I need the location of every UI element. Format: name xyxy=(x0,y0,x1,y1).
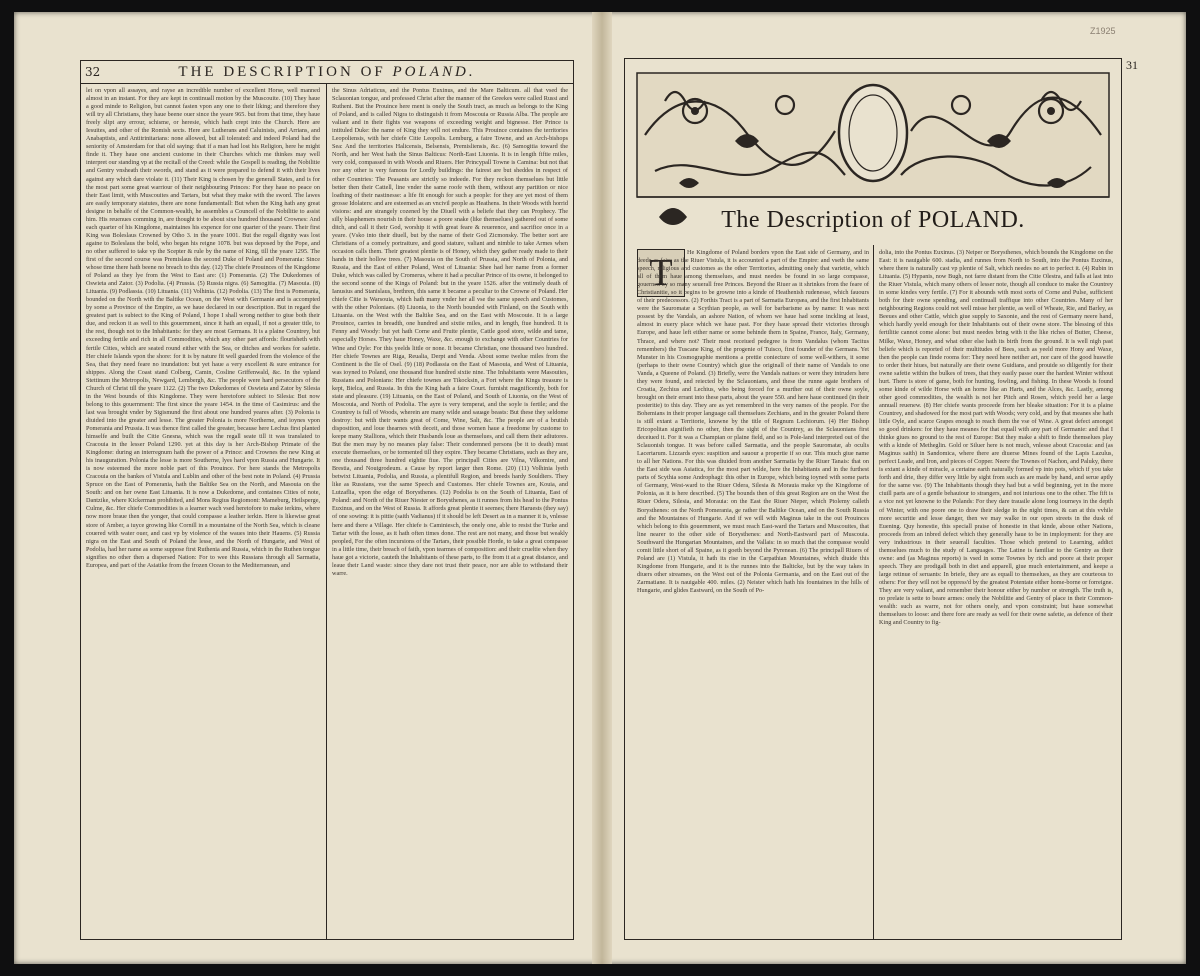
right-page xyxy=(602,12,1186,964)
left-page-number: 32 xyxy=(85,65,101,79)
right-text-column-2 xyxy=(879,249,1113,935)
right-page-frame xyxy=(624,58,1122,940)
right-column-rule xyxy=(873,245,874,939)
dropcap-letter: T xyxy=(637,249,685,297)
chapter-title: The Description of POLAND. xyxy=(721,207,1025,233)
inventory-mark: Z1925 xyxy=(1090,26,1116,36)
book-spread xyxy=(14,12,1186,964)
right-column-1-text: He Kingdome of Poland borders vpon the East side of Germany, and in deede as faire as the Riuer Vistula, it is accounted a part of the Empire: and vseth the same speech, religious and customes as the other Territories, admitting onely that varietie, which all of them haue among themselues, and must needes be found in so large compasse, gouerned by so many seuerall free Princes. Beyond the Riuer as it shrinkes from the feare of Christianitie, so it begins to be growne into a kinde of Heathenish rudenesse, which fauours of their predecessors. (2) Forthis Tract is a part of Sarmatia Europæa, and the first Inhabitants were the Sauromatæ a Scythian people, as well for barbarisme as by name: It was next possest by the Vandals, an ashore Nation, of whom we haue had some inckling at least, almost in euery place which we haue past. For they haue spread their victories through Europe, and haue left either name or some behinde them in Spaine, France, Italy, Germany, Thrace, and where not? Their most receiued pedegree is from Vandalus (whom Tacitus remembers) the Tuscane King, of the progenie of Tuisco, first founder of the Germans. Yet Munster in his Cosmographie mentions a prettie coniecture of some well-withers, it some (perhaps to their owne Country) which giue the originall of their name of Vandals to one Vanda, a Queene of Poland. (3) Briefly, were the Vandals natiues or were they intruders here they were found, and reiected by the Sclauonians, and these the runne agate brothers of Croatia, Zechius and Lechius, who being forced for a murther out of their owne soyle, brought on their errant into these parts, about the yeare 550. and here haue continued (in their posteritie) to this day. They are as yet remembred in the very names of the people. For the Bohemians in their proper language call themselues Zechians, and in the greater Poland there is still extant a Territorie, knowne by the title of Regnum Lechiorum. (4) Her Bishop Ericopolitan signifieth no other, then the sight of the Countrey, as the Sclauonians first deceiued it. For it was a Champian or plaine field, and so is Pole-land interpreted out of the Sclauonish tongue. It was before called Sarmatia, and the people Sauromatæ, ab oculis Lacertarum. Lizzards eyes: suspition and sauour a propertie if so our. This much giue name to all her Nations. For this was diuided from another Sarmatia by the Riuer Tanais: that on the East side was Asiatica, for the most part wilde, here the Inhabitants and in the furthest parts of Scythia some Androphagi: this other in Europe, which being ioyned with some parts of Germany, West-ward to the Riuer Odera, Silesia & Morauia make vp the Kingdome of Polonia, as it is here described. (5) The bounds then of this great Region are on the West the Riuer Odera, Silesia, and Morauia: on the East the Riuer Nieper, which Ptolemy calleth Borysthenes: on the North Pomerania, ge rather the Baltike Ocean, and on the South Russia and the Mountaines of Hungarie. And if we will with Maginus take in the out Prouinces which belong to this gouernment, we must reach East-ward the Tartars and Muscouites, that line nearer to the other side of Borysthenes: and North-Eastward part of Muscouia. Southward the Hungarian Mountaines, and the Vallais: in so much that the compasse would comit little short of all Spaine, as it goeth beyond the Pyrenean. (6) The principall Riuers of Poland are (1) Vistula, it hath its rise in the Carpathian Mountaines, which diuide this Kingdome from Hungarie, and it is the runnes into the Balticke, but by the way takes in diuers other streames, on the West out of the Polonia Germania, and on the East out of the Zarmatiane. It is nauigable 400. miles. (2) Neister which hath his fountaines in the hills of Hungarie, and glides Eastward, on the South of Po- xyxy=(637,249,869,594)
left-page-frame xyxy=(80,60,574,940)
left-text-column-2 xyxy=(332,87,568,935)
left-text-column-1 xyxy=(86,87,320,935)
running-title-prefix: THE DESCRIPTION OF xyxy=(178,63,386,80)
right-column-2-text: dolia, into the Pontus Euxinus. (3) Neiper or Borysthenes, which bounds the Kingdome on the East: it is nauigable 600. stadia, and runnes from North to South, into the Pontus Euxinus, where there is naturally cast vp plentie of Salt, which needes no art to perfect it. (4) Rubin in Lituania. (5) Hypanis, now Bugh, not farre distant from the Citie Olestra, and falls at last into the Riuer Vistula, which many others of lesser note, though all conduce to make the Countrey in some kindes very fertile. (7) For it abounds with most sorts of Corne and Pulse, sufficient both for their owne spending, and continuall traffique into other Countries. Many of her neighbouring Regions could not well misse her plentie, as well of Wheate, Rie, and Barley, as Beeues and other Cattle, which giue supply to Saxonie, and the rest of Germany neere hand, which hardly yeeld enough for their Inhabitants out of their owne store. The blessing of this fertilitie cannot come alone: but must needes bring with it the like riches of Butter, Cheese, Milke, Waxe, Honey, and what other else hath its birth from the ground. It is well nigh past beliefe which is reported of their multitudes of Bees, such as yeeld more Hony and Waxe, then the people can finde rooms for: They need here neither art, nor care of the good huswife to order their hiues, but naturally are their owne Guidians, and prouide so diligently for their owne safetie within the bulkes of trees, that they easily passe ouer the hardest Winter without hurt. There is store of game, both for hunting, fowling, and fishing. In these Woods is found some kinde of wilde Horse with an horne like an Harts, and the Alces, &c. Lastly, among other good commodities, the wealth is not her Pitch and Rosen, which yeeld her a large annuall reuenew. (8) Her chiefe wants proceede from her bleake situation: For it is a plaine Countrey, and shadowed for the most part with Woods; very cold, and by that meanes she hath little Oyle, and scarce Grapes enough to reach them the vse of Wine. A great defect amongst so good drinkers: for they haue meanes for that equall with any part of Germanie: and that I thinke giues no ground to the rest of Europe: But they make a shift to finde themselues play with a kinde of Metheglin. Gold or Siluer here is not much, vnlesse about Cracouia: and (as Maginus saith) in Sandomica, where there are diuerse Mines found of the Lapis Lazulus, perfect Leade, and Iron, and pieces of Copper. Neere the Townes of Nachon, and Paluky, there is extant a kinde of miracle, a certaine earth naturally formed vp into pots, which if you take forth and drie, they differ very little by sight from such as are made by hand, and serue aptly for the same vse. (9) The Inhabitants though they had but a wild beginning, yet in the more ciuill parts are of a gentle behauiour to strangers, and not iniurious one to the other. The fift is a vice not yet knowne to the Polands: For they dare trauaile alone long iourneys in the depth of Winter, with one poore one to draw their sledge in the night times, & can at this vvhile more securitie and lesse danger, then we may walke in our open streets in the dusk of Euening. Quy honestie, this speciall praise of honestie in that kinde, aboue other Nations, proceeds from an inbred defect which they generally haue to be in imployment: for they are very industrious in their seuerall faculties. Those which pretend to Learning, addict themselues much to the study of Languages. The Latine is familiar to the Gentry as their owne: and (as Maginus reports) is vsed in some Townes by rich and poore at their proper speech. They are prodigall both in diet and apparell, giue much entertainment, and keepe a large retinue of seruants: In briefe, they are as equall to themselues, as they are courteous to others: For they will not be oppress'd by the greatest Potentate either home-borne or forreigne. They are very valiant, and remember their honour either by number or strength. The truth is, no prelate is sette to beare armes: onely the Nobilitie and Gentry of place in their Common-wealth: such as warre, not for others onely, and vpon constraint; but haue somewhat themselues to loose: and there fore are ready as well for their owne safetie, as defence of their King and Country to fig- xyxy=(879,249,1113,627)
left-column-1-text: let on vpon all assayes, and rayse an incredible number of excellent Horse, well manned almost in an instant. For they are kept in continuall motion by the Muscouite. (10) They haue a good minde to Religion, but cannot fasten vpon any one to their liking; and therefore they will try all Christians, they haue beene ouer since the yeare 965. but from that time, they haue freely slipt any errour, schisme, or heresie, which hath crept into the Church. Here are Iesuites, and other of the Romish sects. Here are Lutherans and Caluinists, and Arrians, and Anabaptists, and Antitrinitarians: none allowed, but all tolerated: and indeed Poland had the seniority of Amsterdam for that old saying: that if a man had lost his Religion, here he might finde it. They haue one ancient custome in their Churches which me thinkes may well interpret our standing vp at the recitall of the Creed: while the Gospell is reading, the Nobilitie and Gentry vnsheath their swords, and stand as it were prepared to defend it with their lives against any which dare violate it. (11) Their King is chosen by the generall States, and is for the most part some great warriour of their neighbouring Princes: For they haue no peace on their East limit, with Muscouites and Tartars, but what they make with the sword. The lawes are easily temporary statutes, there are none fundamentall: But when the King hath any great designe in behalfe of the Common-wealth, he assembles a Councell of the Nobilitie to assist him. His reuenues comming in, are thought to be about sixe hundred thousand Crownes: And each quarter of his Kingdome, maintaines his expence for one quarter of the yeare. Their first King was Boleslaus Crowned by Otho 3. in the yeare 1001. But the regall dignity was lost againe to Boleslaus the bold, who began his reigne 1078. but was deposed by the Pope, and no other suffered to take vp the Scepter & rule by the name of King, till the yeare 1295. The first of the second course was Premislaus the second Duke of Poland and Pomerania: Since whose time there hath beene no breach to this day. (12) The chiefe Prouinces of the Kingdome of Poland as they lye from the West to East are: (1) Pomerania. (2) The Dukedomes of Oswieta and Zator. (3) Podolia. (4) Prussia. (5) Russia nigra. (6) Samogitia. (7) Masouia. (8) Lituania. (9) Podlassia. (10) Lituania. (11) Volhinia. (12) Podolia. (13) The first is Pomerania, bounded on the North with the Baltike Ocean, on the West with Germanie and is accompted by some a Province of the Empire, as we haue declared in our description. But in regard the greatest part is subiect to the King of Poland, I hope I shall wrong neither to giue both their due, and reckon it as well to this gouernment, since it hath an equall, if not a greater title, to the rest, though not to the Inhabitants: for they are most Germans. It is a plaine Countrey, but exceeding fertile and rich in all Commodities, which any other part affords: flourisheth with fertile Cities, which are seated round either with the Sea, or ditches and workes for safetie. Her chiefe Islands vpon the shore: for it is by nature fit well guarded from the violence of the Sea, that they need feare no inundation: but yet haue a very excellent & sure entrance for shippes. Along the Coast stand Colberg, Camin, Cosline Griffenwald, &c. In the vpland Stettinum the Metropolis, Newgard, Lembergh, &c. The people were hard persecutors of the Church of Christ till the yeare 1122. (2) The two Dukedomes of Oswieta and Zator by Silesia in the West bounds of this Kingdome. They were heretofore subiect to Silesia: But now belong to this gouernment: The first since the yeare 1454. in the time of Casimirus: and the last was brought vnder by Sigismund the first about one hundred yeares after. (3) Polonia is diuided into the greater and lesse. The greater Polonia is more Northerne, and ioynes vpon Pomerania and Prussia. It was thence first called the greater, because here Lechus first planted himselfe and built the Citie Gnesna, which was the regall seate till it was translated to Cracouia in the lesser Poland 1290. yet at this day is her Arch-Bishop Primate of the Kingdome: during an interregnum hath the power of a Prince: and Crownes the new King at his inauguration. Polonia the lesse is more Southerne, lyes hard vpon Russia and Hungarie. It is now esteemed the more noble part of this Prouince. For here stands the Metropolis Cracouia on the bankes of Vistula and Lublin and other of the best note in Poland. (4) Prussia Spruce on the East of Pomerania, hath the Baltike Sea on the North, and Masouia on the South: and on her owne East Lituania. It is now a Dukedome, and containes Cities of note, Dantzike, where Kickerman prohibited, and Mons Regius Regiomont: Mameburg, Heilsperge, Culme, &c. Her chiefe Commodities is a learner wach vsed heretofore to make ierkins, where now more braue then the yonger, that could compasse a leather ierkin. Here is likewise great store of Amber, a iuyce growing like Cornill in a mountaine of the North Sea, which is cleane couered with water ouer, and cast vp by violence of the waues into their Hauens. (5) Russia nigra on the East and South of Poland the lesse, and the North of Hungarie, and West of Podolia, had her name as some suppose first Ruthenia and Russia, which in the Ruthen tongue signifies no other then a dispersed Nation: For to wee this Russians through all Sarmatia, Europea, and part of the Asiatike from the frozen Ocean to the Mediterranean, and xyxy=(86,87,320,569)
running-title-name: POLAND. xyxy=(392,63,476,80)
left-column-2-text: the Sinus Adriaticus, and the Pontus Euxinus, and the Mare Balticum. all that vsed the Sclauonian tongue, and professed Christ after the manner of the Greekes were called Russi and Rutheni. But the Prouince here ment is onely the South tract, as much as belongs to the King of Poland, and is called Nigra to distinguish it from Moscouia or Russia Alba. The people are valiant and in their fights vse weapons of exceeding weight and bignesse. Her Prince is intituled Duke: the name of King they will not endure. This Prouince containes the territories Leopoliensis, with her chiefe Citie Leopolis. Lemburg, a faire Towne, and an Arch-bishops Sea: And the territories Halicensis, Belsensis, Premisliensis, &c. (6) Samogitia toward the North, and her West hath the Sinus Balticus: North-East Liuonia. It is in length fiftie miles, very cold, compassed in with Woods and Riuers. Her Princypall Towne is Camina: but not that nor any other is very famous for Lordly buildings: the fairest are but sheddes in respect of other Countries: The Peasants are strictly so indeede. For they reckon themselues but little better then their Cattell, line vnder the same roofe with them, without any partition or nice loathing of their nastinesse: a life fit enough for such a people: for they are yet most of them grosse Idolaters: and are esteemed as an vncivil people as Heathens. In their Woods with horrid visions: and are strangely cozened by the Diuell with a beliefe that they can Prophecy. The silly blasphemers nourish in their house a poore snake (like themselues) gathered out of some ditch, and call it their God, worship it with great feare & reuerence, and sacrifice once in a yeare. (Vsko into their diuell, but by the name of their God Zicmonsky. The better sort are Christians of a comely portraiture, and good stature, valiant and nimble to take Armes when occasion calls them. Their greatest plentie is of Honey, which they gather ready made to their hands in their hollow trees. (7) Masouia on the South of Prussia, and North of Polonia, and Russia, and the East of either Poland, West of Lituania: Shee had her name from a former Duke, which was called by Cromerus, where it had a peculiar Prince of its owne, it belonged to the second sonne of the Kings of Poland: but in the yeare 1526. after the vntimely death of Ianusius and Stanislaus, brethren, this same it became a peculiar to the Crowne of Poland. Her chiefe Citie is Warsouia, which hath many vnder her all vse the same speech and Customes, with the other Poloniaes. (8) Liuonia, to the North bounded with Finland, on the South with Lituania. on the West with the Baltike Sea, and on the East with Moscouie. It is a large Prouince, carries in breadth, one hundred and sixtie miles, and in length, fiue hundred. It is Fenny and Woody: but yet hath Corne and Fruite plentie, Cattle good store, wilde and tame, especially Horses. They haue Honey, Waxe, &c. enough to exchange with other Countries for Wine and Oyle: For this yeelds little or none. It became Christian, one thousand two hundred. Her chiefe Townes are Riga, Reualia, Derpt and Venda. About some twelue miles from the Continent is the Ile of Osel. (9) (18) Podlassia on the East of Masouia, and West of Lituania, was ioyned to Poland, one thousand fiue hundred sixtie nine. The Inhabitants were Masouites, Russians and Polonians: Her chiefe townes are Tikocksin, a Fort where the Kings treasure is kept, Bielca, and Russia. In this the King hath a faire Court. furnisht magnificently, both for state and pleasure. (19) Lituania, on the East of Poland, and South of Liuonia, on the West of Moscouia, and North of Podolia. The ayre is very temperat, and the soyle is fertile; and the Countrey is full of Woods, wherein are many wilde and sauage beasts: But these they seldome destroy: but with their wants great of Come, Wine, Salt, &c. The people are of a brutish disposition, and loue thearnes with deceit, and those women haue a freedome by custome to keepe many Stallions, which their Husbands loue as themselues, and call them their adiutores. But the men may by no meanes play false: Their condemned persons (be it to death) must execute themselues, or be tormented till they expire. They became Christians, such as they are, one thousand three hundred eightie fiue. The principall Cities are Vilna, Vilkomire, and Brestia, and Nouigrodeum. a Cause by report larger then Rome. (20) (11) Volhinia lyeth betwixt Lituania, Podolia, and Russia, a plentifull Region, and breeds hardy Souldiers. They like as Russians, vse the same Speech and Customes. Her chiefe Townes are, Kouia, and Lutzaflia, vpon the edge of Borysthenes. (12) Podolia is on the South of Lituania, East of Poland: and North of the Riuer Niester or Borysthenes, as it runnes from his head to the Pontus Euxinus, and on the West of Russia. It affords great plentie it seemes; there Haruests (they say) of one sowing: it is pittie (saith Vadianus) if it should be left Desert as in a manner it is, vnlesse here and there a Village. Her chiefe is Caminiesch, the onely one, able to resist the Turke and Tartar with the losse, as it hath often times done. The rest are not many, and those but weakly peopled, For the often incursions of the Tartars, their possible Horde, to take a great compasse in a little time, their breach of faith, vpon tearmes of composition: and their crueltie when they haue got a victorie, cauteth the Inhabitants of these parts, to flie from it at a great distance, and leaue their Land waste: since they dare not trust their peace, nor are able to withstand their warre. xyxy=(332,87,568,577)
running-title xyxy=(178,64,475,81)
right-text-column-1 xyxy=(637,249,869,935)
left-page xyxy=(14,12,602,964)
right-page-number: 31 xyxy=(1126,58,1138,72)
left-column-rule xyxy=(326,84,327,939)
left-page-header xyxy=(81,61,573,84)
